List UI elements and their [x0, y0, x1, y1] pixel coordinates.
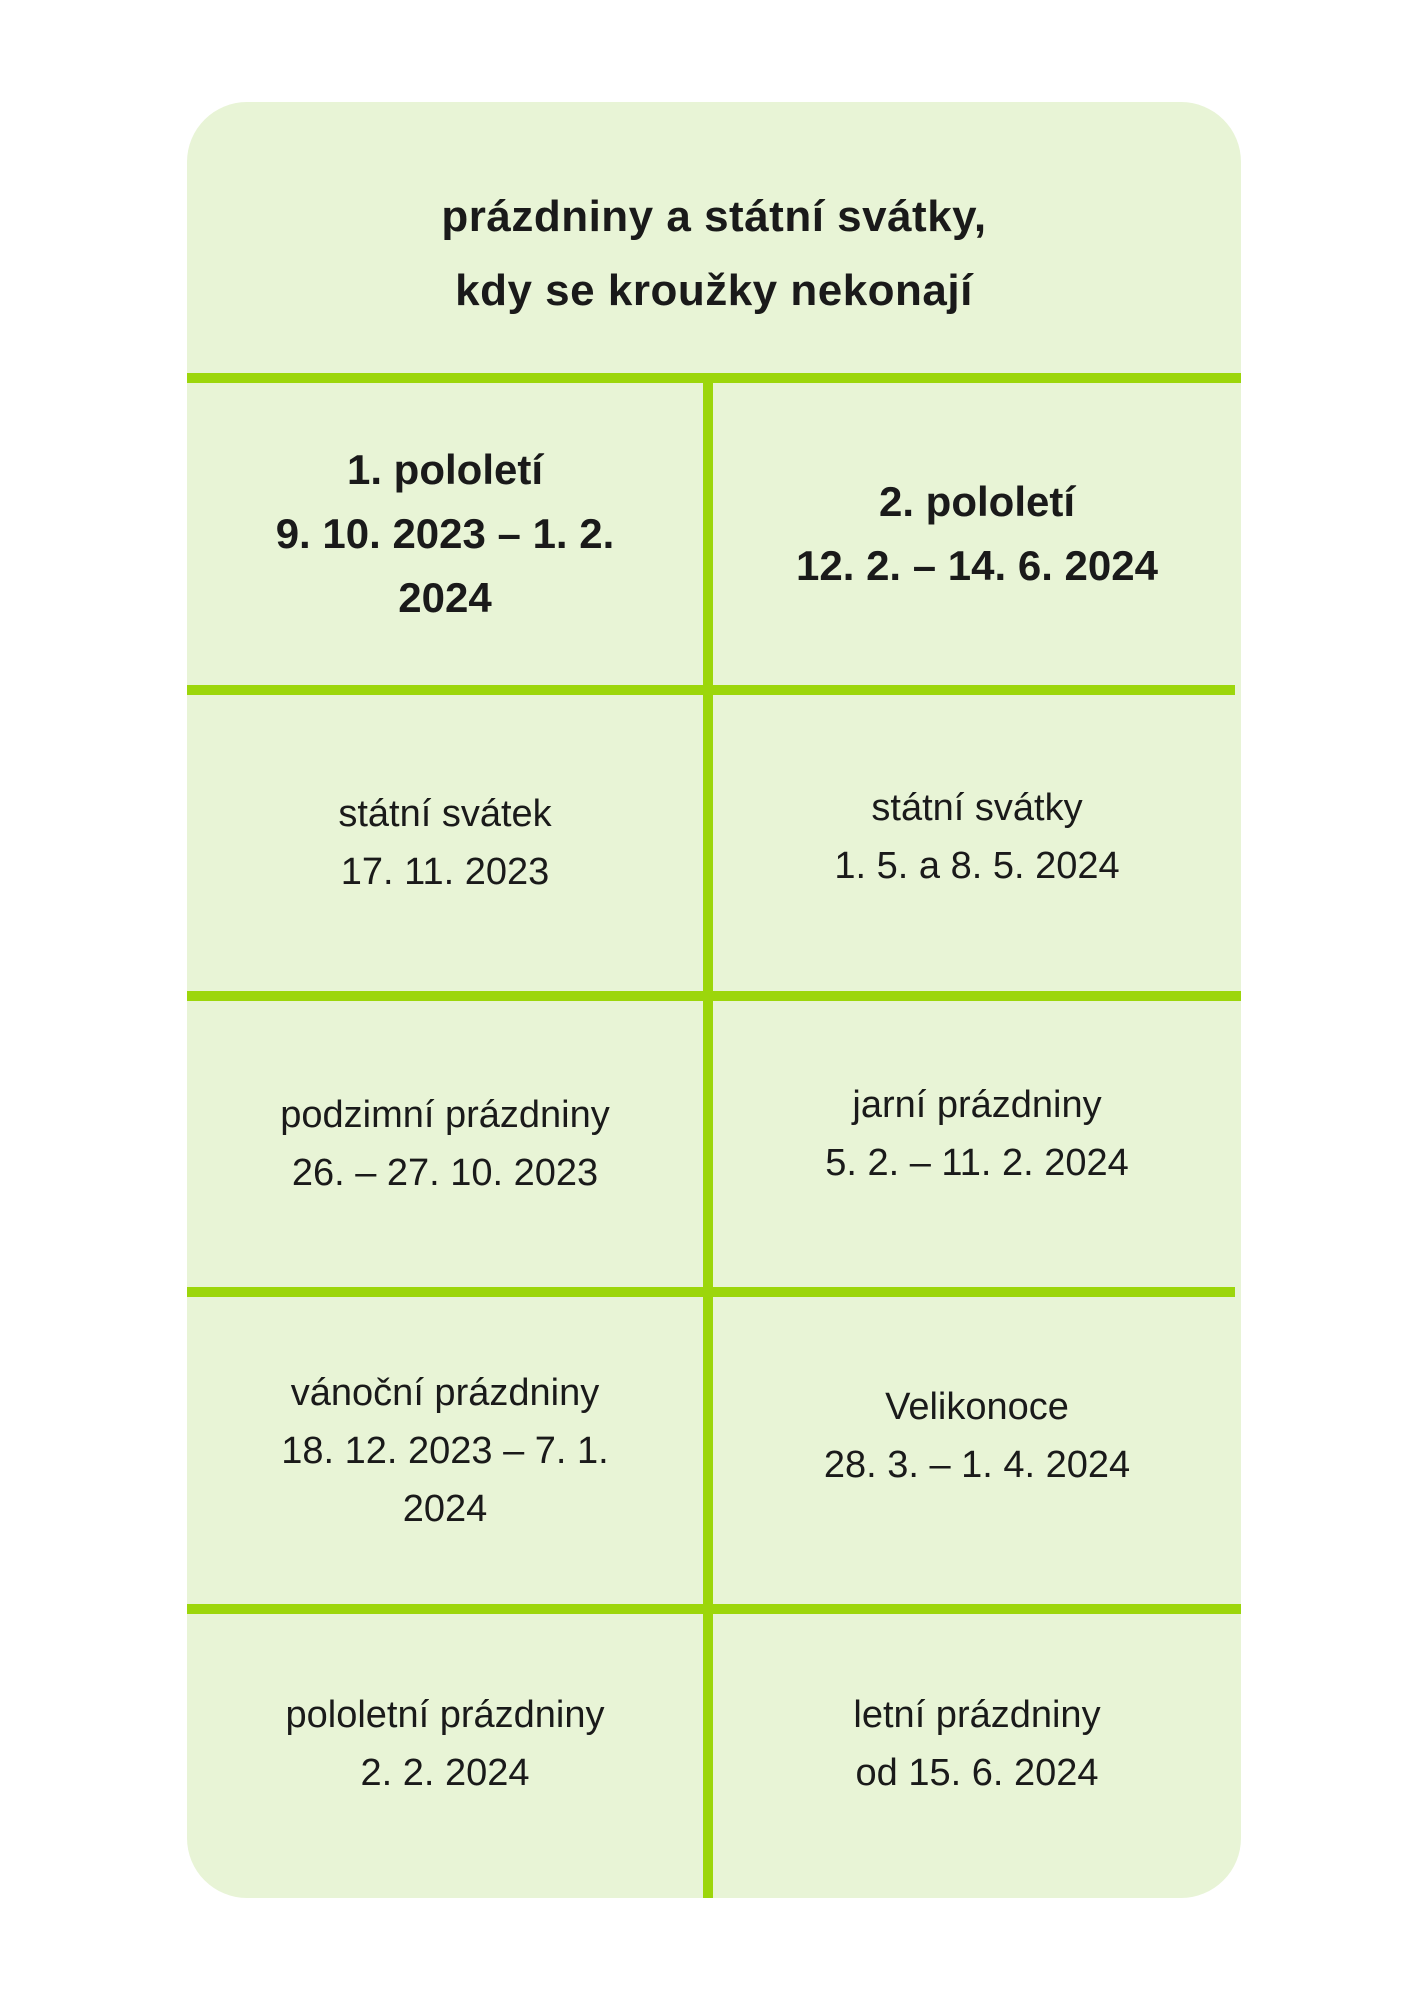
semester-2-header — [713, 383, 1241, 685]
left-row-3-dates-cont: 2024 — [402, 1487, 488, 1530]
right-row-2-dates: 5. 2. – 11. 2. 2024 — [825, 1142, 1129, 1184]
title-line-2: kdy se kroužky nekonají — [455, 266, 973, 315]
left-row-1 — [187, 695, 703, 991]
holiday-schedule-card — [187, 102, 1241, 1898]
left-row-2 — [187, 1001, 703, 1287]
right-row-4 — [713, 1614, 1241, 1874]
right-row-4-label: letní prázdniny — [853, 1694, 1101, 1736]
left-row-3-dates: 18. 12. 2023 – 7. 1. — [281, 1429, 609, 1472]
grid-divider-top — [187, 373, 1241, 383]
right-row-2 — [713, 991, 1241, 1277]
left-row-4 — [187, 1614, 703, 1874]
right-row-4-dates: od 15. 6. 2024 — [855, 1752, 1099, 1794]
right-row-1-label: státní svátky — [871, 787, 1083, 829]
semester-2-label: 2. pololetí — [878, 478, 1075, 525]
page-title — [187, 180, 1241, 328]
left-row-2-dates: 26. – 27. 10. 2023 — [291, 1152, 599, 1194]
right-row-3 — [713, 1291, 1241, 1581]
right-row-3-label: Velikonoce — [885, 1386, 1069, 1428]
semester-1-header — [187, 383, 703, 685]
left-row-2-label: podzimní prázdniny — [280, 1094, 610, 1136]
left-row-3 — [187, 1297, 703, 1604]
semester-1-dates: 9. 10. 2023 – 1. 2. — [275, 510, 615, 557]
title-line-1: prázdniny a státní svátky, — [441, 192, 987, 241]
right-row-2-label: jarní prázdniny — [852, 1084, 1102, 1126]
semester-1-label: 1. pololetí — [346, 446, 543, 493]
left-row-3-label: vánoční prázdniny — [290, 1371, 600, 1414]
left-row-4-dates: 2. 2. 2024 — [360, 1752, 530, 1794]
semester-2-dates: 12. 2. – 14. 6. 2024 — [796, 542, 1158, 589]
semester-1-dates-cont: 2024 — [398, 574, 492, 621]
right-row-3-dates: 28. 3. – 1. 4. 2024 — [823, 1444, 1131, 1486]
grid-divider-row-4 — [187, 1604, 1241, 1614]
grid-divider-vertical — [703, 373, 713, 1898]
left-row-1-dates: 17. 11. 2023 — [340, 851, 550, 893]
right-row-1 — [713, 689, 1241, 985]
left-row-4-label: pololetní prázdniny — [285, 1694, 605, 1736]
left-row-1-label: státní svátek — [338, 793, 552, 835]
right-row-1-dates: 1. 5. a 8. 5. 2024 — [834, 845, 1120, 887]
